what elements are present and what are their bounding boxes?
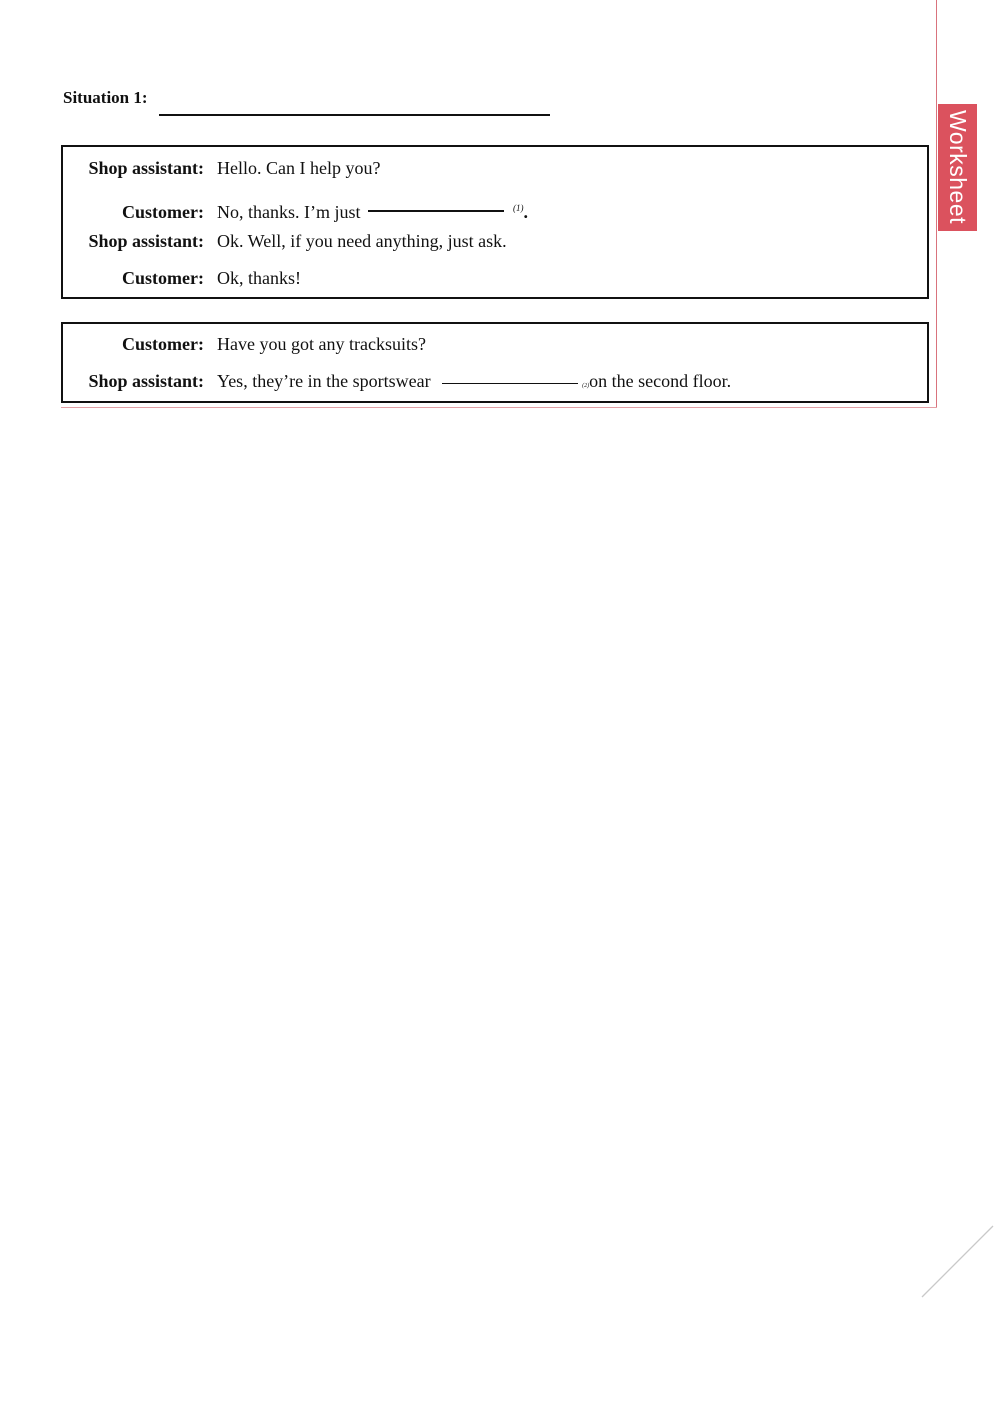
- utterance-text-after: .: [523, 202, 528, 222]
- dialog-box-2: [61, 322, 929, 403]
- utterance-with-blank: [217, 370, 731, 397]
- dialog-line: [63, 157, 927, 179]
- utterance-text-after: on the second floor.: [589, 371, 732, 391]
- situation-heading: Situation 1:: [63, 88, 148, 107]
- dialog-line: [63, 333, 927, 355]
- utterance-text: Ok. Well, if you need anything, just ask.: [217, 231, 507, 251]
- speaker-label: Shop assistant:: [88, 371, 204, 391]
- dialog-box-1: [61, 145, 929, 299]
- answer-blank-2[interactable]: [442, 382, 578, 384]
- worksheet-side-tab: [938, 104, 977, 231]
- dialog-line: [63, 201, 927, 223]
- speaker-label: Customer:: [122, 268, 204, 288]
- page-curl-line-icon: [918, 1224, 994, 1300]
- utterance-text: Ok, thanks!: [217, 268, 301, 288]
- situation-answer-line[interactable]: [159, 114, 550, 116]
- blank-number-1: (1): [513, 203, 524, 213]
- speaker-label: Shop assistant:: [88, 231, 204, 251]
- speaker-label: Shop assistant:: [88, 158, 204, 178]
- utterance-text-before: Yes, they’re in the sportswear: [217, 371, 436, 391]
- dialog-line: [63, 370, 927, 392]
- speaker-label: Customer:: [122, 202, 204, 222]
- page-border-right: [936, 0, 937, 408]
- worksheet-tab-label: Worksheet: [945, 110, 971, 225]
- page-border-bottom: [61, 407, 937, 408]
- blank-number-2: (2): [582, 383, 590, 389]
- answer-blank-1[interactable]: [368, 209, 504, 212]
- utterance-text-before: No, thanks. I’m just: [217, 202, 365, 222]
- dialog-line: [63, 267, 927, 289]
- utterance-with-blank: [217, 201, 528, 226]
- utterance-text: Hello. Can I help you?: [217, 158, 381, 178]
- speaker-label: Customer:: [122, 334, 204, 354]
- dialog-line: [63, 230, 927, 252]
- utterance-text: Have you got any tracksuits?: [217, 334, 426, 354]
